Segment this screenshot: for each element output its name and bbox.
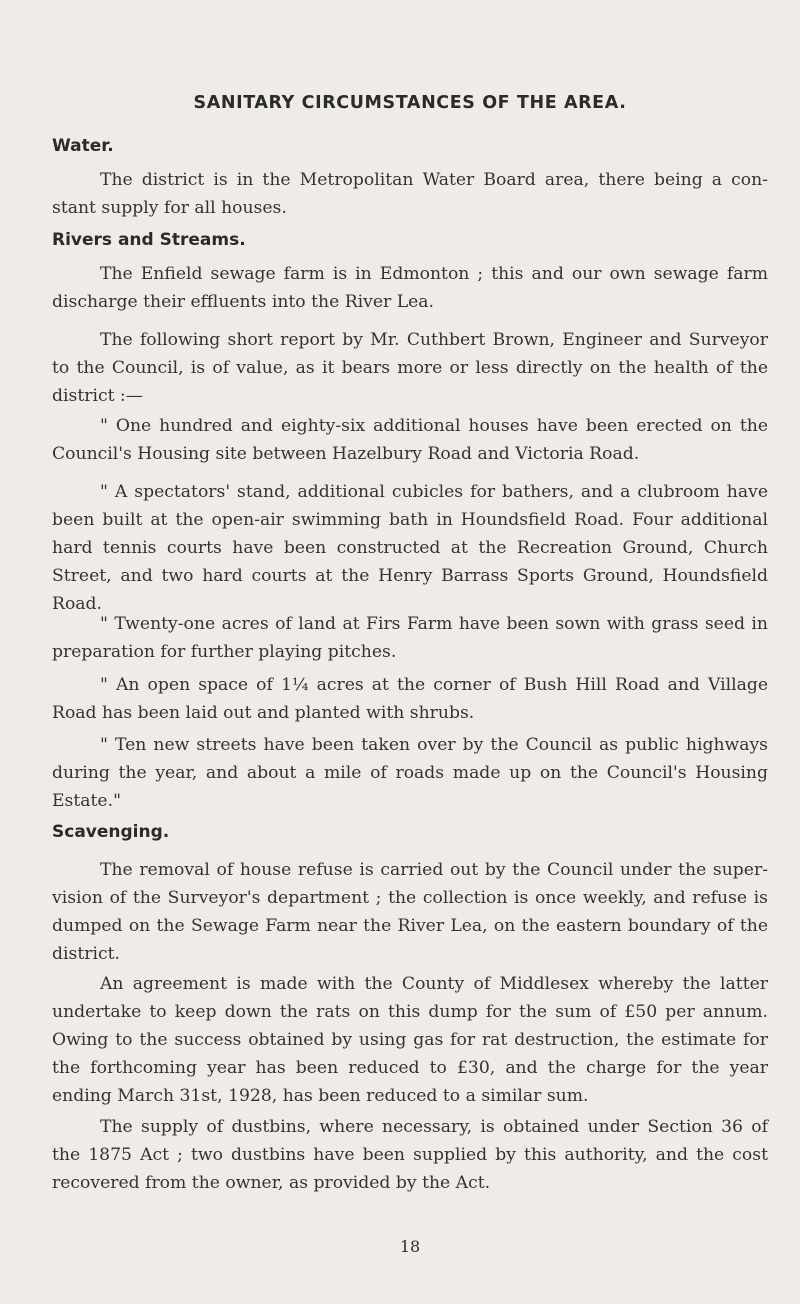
section-heading-rivers: Rivers and Streams. — [52, 230, 246, 250]
section-heading-scavenging: Scavenging. — [52, 822, 170, 842]
rivers-paragraph-1: The Enfield sewage farm is in Edmonton ; this and our own sewage farm discharge their effluents into the River Lea. — [52, 264, 768, 312]
report-quote-2: " A spectators' stand, additional cubicles for bathers, and a clubroom have been built at the open-air swimming bath in Houndsfield Road. Four additional hard tennis courts have been constructed at the Recreation Ground, Church Street, and two hard courts at the Henry Barrass Sports Ground, Houndsfield Road. — [52, 482, 768, 614]
report-quote-1: " One hundred and eighty-six additional houses have been erected on the Council's Housing site between Hazelbury Road and Victoria Road. — [52, 416, 768, 464]
page-title: SANITARY CIRCUMSTANCES OF THE AREA. — [193, 93, 627, 113]
page-number: 18 — [399, 1237, 421, 1256]
report-quote-3: " Twenty-one acres of land at Firs Farm have been sown with grass seed in preparation for further playing pitches. — [52, 614, 768, 662]
scavenging-paragraph-3: The supply of dustbins, where necessary, is obtained under Section 36 of the 1875 Act ; two dustbins have been supplied by this authority, and the cost recovered from the owner, as provided by the Act. — [52, 1117, 768, 1193]
water-paragraph-1: The district is in the Metropolitan Water Board area, there being a con- stant supply for all houses. — [52, 170, 768, 218]
report-quote-5: " Ten new streets have been taken over by the Council as public highways during the year, and about a mile of roads made up on the Council's Housing Estate." — [52, 735, 768, 811]
scavenging-paragraph-1: The removal of house refuse is carried out by the Council under the super- vision of the Surveyor's department ; the collection is once weekly, and refuse is dumped on the Sewage Farm near the River Lea, on the eastern boundary of the district. — [52, 860, 768, 964]
rivers-paragraph-2: The following short report by Mr. Cuthbert Brown, Engineer and Surveyor to the Council, is of value, as it bears more or less directly on the health of the district :— — [52, 330, 768, 406]
report-quote-4: " An open space of 1¼ acres at the corner of Bush Hill Road and Village Road has been laid out and planted with shrubs. — [52, 675, 768, 723]
section-heading-water: Water. — [52, 136, 114, 156]
scavenging-paragraph-2: An agreement is made with the County of Middlesex whereby the latter undertake to keep down the rats on this dump for the sum of £50 per annum. Owing to the success obtained by using gas for rat destruction, the estimate for the forthcoming year has been reduced to £30, and the charge for the year ending March 31st, 1928, has been reduced to a similar sum. — [52, 974, 768, 1106]
